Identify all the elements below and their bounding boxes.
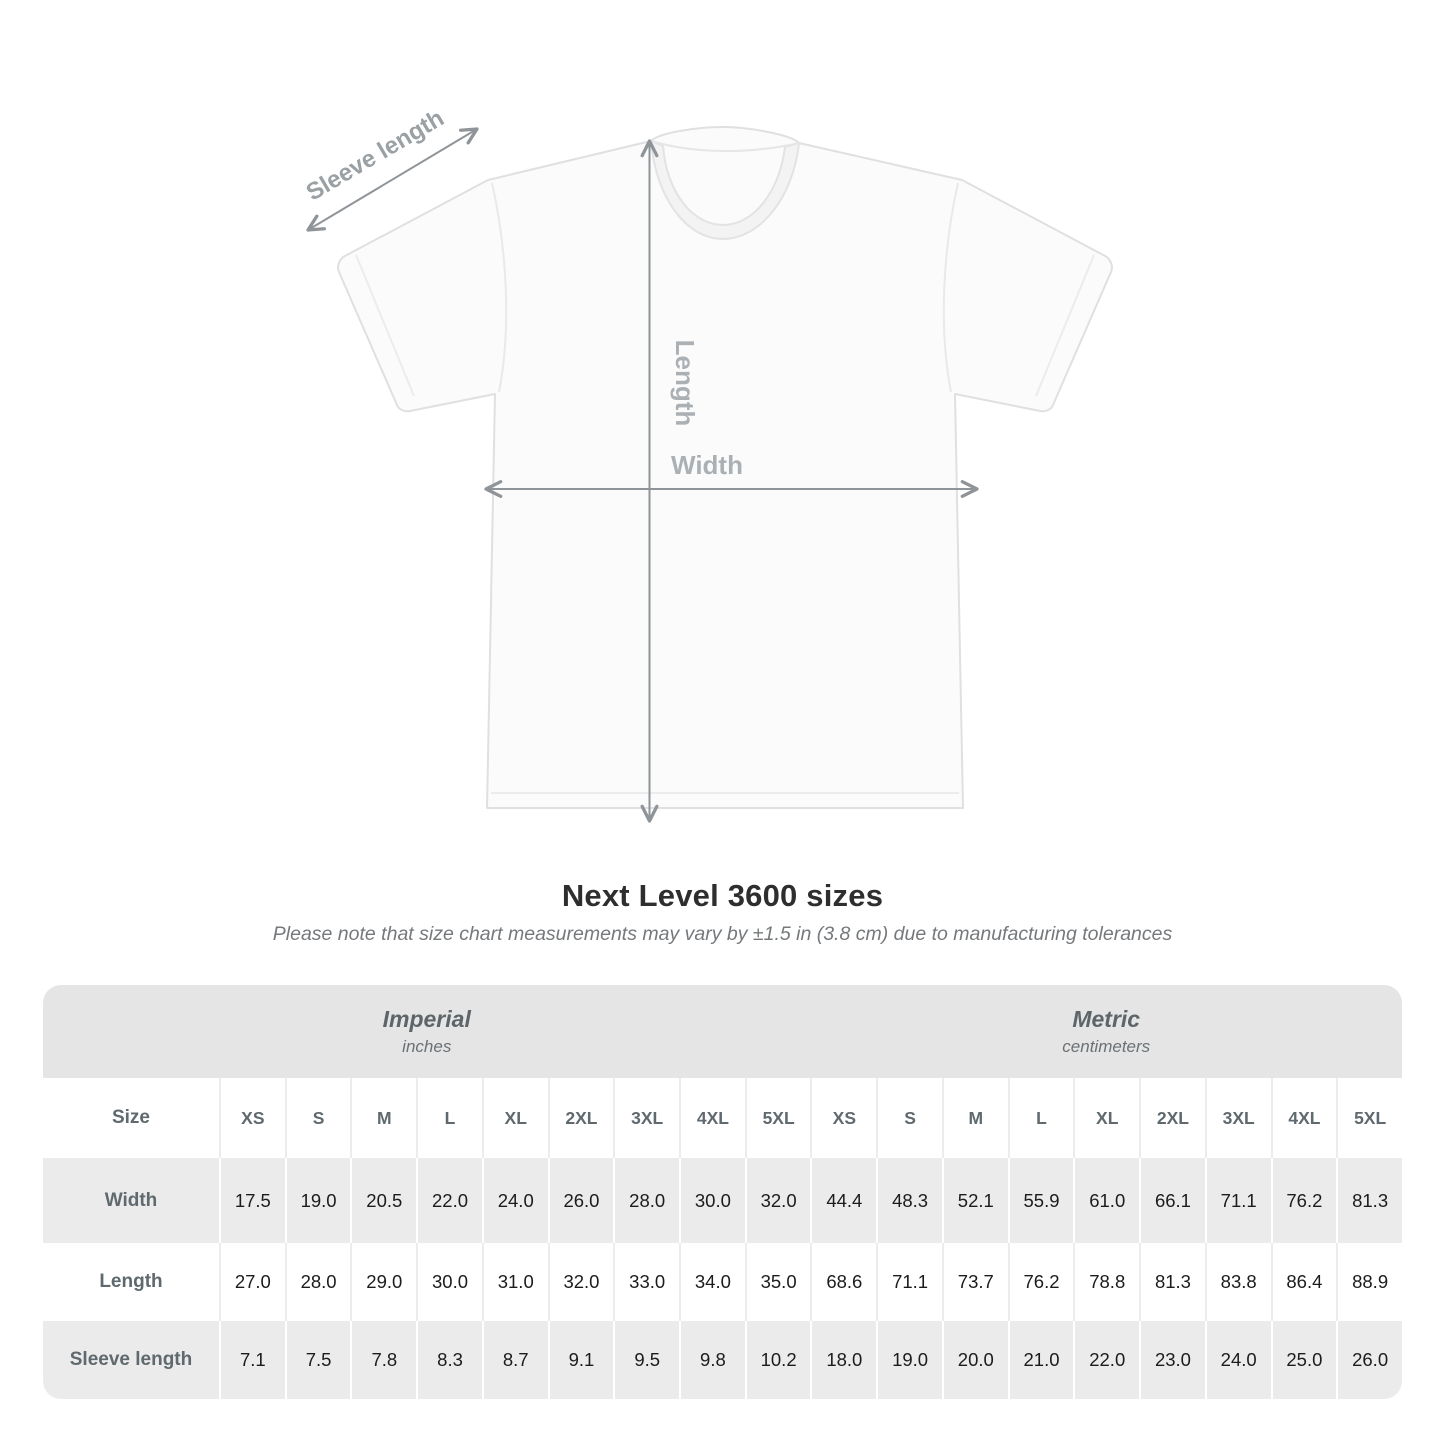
- imperial-section-header: [43, 985, 810, 1078]
- size-col-header: S: [285, 1078, 351, 1158]
- table-cell: 8.7: [482, 1321, 548, 1399]
- table-cell: 9.8: [679, 1321, 745, 1399]
- imperial-title: Imperial: [382, 1006, 471, 1032]
- table-cell: 27.0: [219, 1243, 285, 1321]
- size-row-label: Size: [111, 1107, 151, 1128]
- size-col-header: S: [876, 1078, 942, 1158]
- table-cell: 9.1: [548, 1321, 614, 1399]
- size-col-header: 2XL: [548, 1078, 614, 1158]
- table-cell: 52.1: [942, 1158, 1008, 1243]
- sleeve-length-row-label: Sleeve length: [43, 1321, 219, 1399]
- table-cell: 21.0: [1008, 1321, 1074, 1399]
- table-cell: 7.5: [285, 1321, 351, 1399]
- table-cell: 9.5: [613, 1321, 679, 1399]
- table-cell: 55.9: [1008, 1158, 1074, 1243]
- table-cell: 73.7: [942, 1243, 1008, 1321]
- table-cell: 22.0: [1073, 1321, 1139, 1399]
- metric-section-header: [810, 985, 1402, 1078]
- metric-unit: centimeters: [1062, 1037, 1151, 1056]
- table-cell: 19.0: [876, 1321, 942, 1399]
- table-cell: 18.0: [810, 1321, 876, 1399]
- width-row-label: Width: [43, 1158, 219, 1243]
- size-table: [43, 985, 1402, 1399]
- table-cell: 29.0: [350, 1243, 416, 1321]
- table-cell: 86.4: [1271, 1243, 1337, 1321]
- table-cell: 88.9: [1336, 1243, 1402, 1321]
- table-cell: 20.0: [942, 1321, 1008, 1399]
- imperial-unit: inches: [402, 1037, 452, 1056]
- table-cell: 28.0: [285, 1243, 351, 1321]
- table-cell: 25.0: [1271, 1321, 1337, 1399]
- table-cell: 81.3: [1336, 1158, 1402, 1243]
- table-cell: 20.5: [350, 1158, 416, 1243]
- size-col-header: 5XL: [1336, 1078, 1402, 1158]
- table-cell: 10.2: [745, 1321, 811, 1399]
- page-subtitle: Please note that size chart measurements may vary by ±1.5 in (3.8 cm) due to manufacturing tolerances: [272, 923, 1173, 945]
- table-cell: 44.4: [810, 1158, 876, 1243]
- table-cell: 24.0: [482, 1158, 548, 1243]
- table-cell: 7.8: [350, 1321, 416, 1399]
- table-cell: 78.8: [1073, 1243, 1139, 1321]
- table-cell: 31.0: [482, 1243, 548, 1321]
- table-cell: 61.0: [1073, 1158, 1139, 1243]
- length-label: Length: [670, 339, 700, 427]
- size-col-header: 4XL: [1271, 1078, 1337, 1158]
- table-cell: 22.0: [416, 1158, 482, 1243]
- table-cell: 7.1: [219, 1321, 285, 1399]
- width-label: Width: [671, 450, 743, 480]
- size-col-header: M: [942, 1078, 1008, 1158]
- table-cell: 48.3: [876, 1158, 942, 1243]
- table-cell: 71.1: [876, 1243, 942, 1321]
- size-col-header: XS: [219, 1078, 285, 1158]
- table-cell: 23.0: [1139, 1321, 1205, 1399]
- size-col-header: 2XL: [1139, 1078, 1205, 1158]
- table-cell: 26.0: [1336, 1321, 1402, 1399]
- size-col-header: XL: [482, 1078, 548, 1158]
- table-cell: 71.1: [1205, 1158, 1271, 1243]
- table-cell: 19.0: [285, 1158, 351, 1243]
- table-cell: 30.0: [679, 1158, 745, 1243]
- table-cell: 28.0: [613, 1158, 679, 1243]
- table-cell: 32.0: [548, 1243, 614, 1321]
- table-cell: 76.2: [1271, 1158, 1337, 1243]
- table-cell: 30.0: [416, 1243, 482, 1321]
- size-col-header: 3XL: [613, 1078, 679, 1158]
- table-cell: 33.0: [613, 1243, 679, 1321]
- table-cell: 24.0: [1205, 1321, 1271, 1399]
- size-col-header: XS: [810, 1078, 876, 1158]
- size-col-header: 4XL: [679, 1078, 745, 1158]
- table-cell: 76.2: [1008, 1243, 1074, 1321]
- table-cell: 17.5: [219, 1158, 285, 1243]
- table-cell: 66.1: [1139, 1158, 1205, 1243]
- table-cell: 68.6: [810, 1243, 876, 1321]
- page-title: Next Level 3600 sizes: [561, 878, 884, 913]
- length-row-label: Length: [99, 1271, 163, 1292]
- size-col-header: M: [350, 1078, 416, 1158]
- metric-title: Metric: [1072, 1006, 1141, 1032]
- size-col-header: L: [1008, 1078, 1074, 1158]
- table-cell: 32.0: [745, 1158, 811, 1243]
- table-cell: 81.3: [1139, 1243, 1205, 1321]
- table-cell: 83.8: [1205, 1243, 1271, 1321]
- table-cell: 8.3: [416, 1321, 482, 1399]
- size-col-header: 3XL: [1205, 1078, 1271, 1158]
- sleeve-length-label: Sleeve length: [301, 104, 449, 207]
- table-cell: 34.0: [679, 1243, 745, 1321]
- size-col-header: XL: [1073, 1078, 1139, 1158]
- table-cell: 35.0: [745, 1243, 811, 1321]
- size-col-header: 5XL: [745, 1078, 811, 1158]
- title-block: [0, 878, 1445, 946]
- table-cell: 26.0: [548, 1158, 614, 1243]
- size-col-header: L: [416, 1078, 482, 1158]
